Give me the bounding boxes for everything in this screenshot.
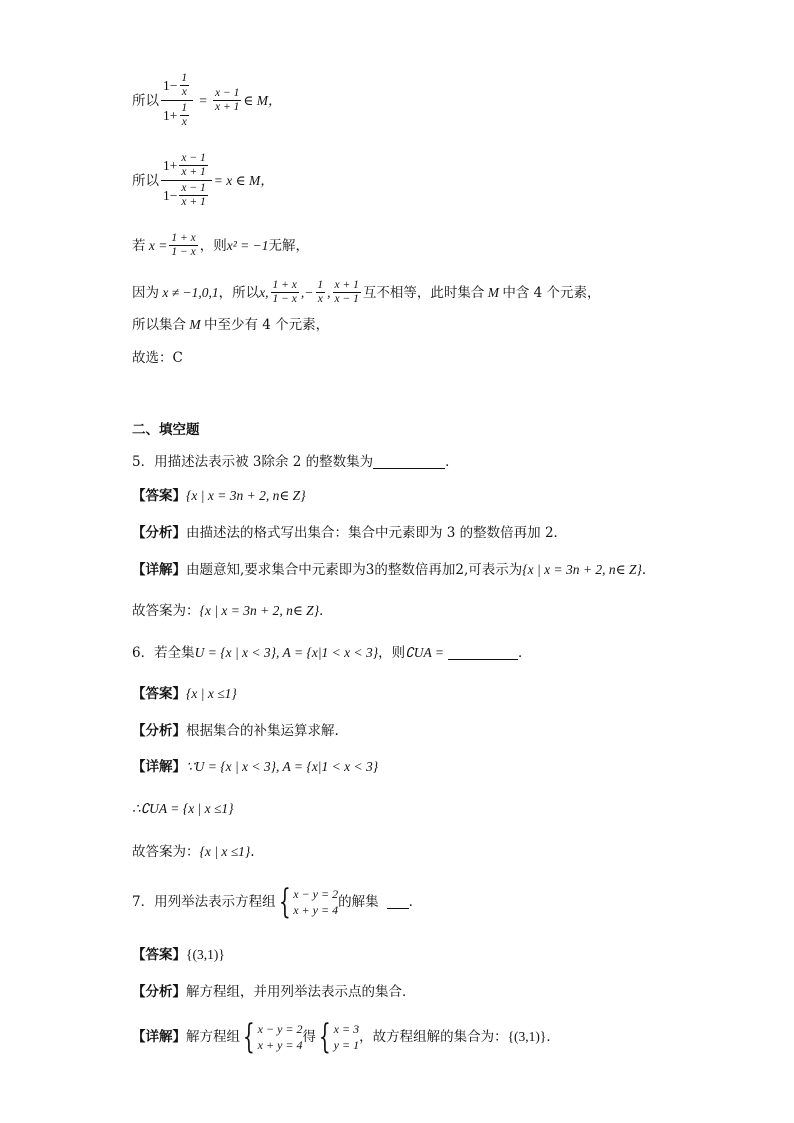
analysis-text: 解方程组，并用列举法表示点的集合． (186, 984, 416, 1000)
final-label: 故答案为： (132, 844, 200, 860)
text: 若 (132, 237, 146, 254)
equation-2: x + y = 4 (293, 903, 339, 917)
q6-detail (132, 758, 378, 776)
q5-analysis (132, 524, 567, 542)
text: 因为 (132, 284, 159, 301)
equation-1: x − y = 2 (293, 887, 339, 901)
question-mid: ，则 (378, 645, 406, 661)
compound-fraction: 1+ $\frac{x - 1}{x + 1}$ 1− $\frac{x - 1}{x + 1}$ (161, 152, 212, 209)
question-text: 5．用描述法表示被 3除余 2 的整数集为 (132, 454, 374, 470)
question-text: 6．若全集 (132, 645, 195, 661)
final-label: 故答案为： (132, 603, 200, 619)
analysis-tag: 【分析】 (132, 525, 186, 541)
equation-system (258, 1021, 303, 1053)
final-set: {x | x = 3n + 2, n∈ Z} (199, 603, 320, 618)
solution-2: y = 1 (333, 1038, 360, 1052)
analysis-text: 由描述法的格式写出集合：集合中元素即为 3 的整数倍再加 2． (186, 525, 568, 541)
analysis-tag: 【分析】 (132, 984, 186, 1000)
question-tail: 的解集 (338, 894, 379, 910)
answer-tag: 【答案】 (132, 488, 186, 504)
text: ，所以 (218, 284, 260, 301)
solution-system (334, 1021, 359, 1053)
answer-set: {(3,1)} (186, 947, 225, 962)
left-brace: { (242, 1017, 255, 1057)
choice-answer: 故选：C (132, 350, 183, 366)
q5-final: 故答案为： {x | x = 3n + 2, n∈ Z} ． (132, 603, 333, 619)
q6-final: 故答案为： {x | x ≤1} . (132, 844, 255, 860)
text: 所以 (132, 172, 159, 189)
text: ，则 (199, 237, 227, 254)
derivation-line-5: 所以集合 M 中至少有 4 个元素， (132, 317, 330, 333)
solution-1: x = 3 (333, 1022, 360, 1036)
q7-detail: 【详解】 解方程组 { x − y = 2 x + y = 4 得 { x = 3 y = 1 ，故方程组解的集合为： {(3,1)} ． (132, 1017, 560, 1057)
question-6: 6．若全集 U = {x | x < 3}, A = {x|1 < x < 3} ，则 ∁UA = ． (132, 645, 532, 661)
detail-tag: 【详解】 (132, 562, 186, 578)
section-heading: 二、填空题 (132, 422, 200, 438)
detail-pre: 解方程组 (186, 1029, 240, 1045)
detail-text: 由题意知,要求集合中元素即为3的整数倍再加2,可表示为 (186, 562, 523, 578)
derivation-line-4: 因为 x ≠ −1,0,1 ，所以 x, $\frac{1 + x}{1 - x}$ ,− $\frac{1}{x}$ , $\frac{x + 1}{x - 1}$ 互不相等，此时集合 M 中含 4 个元素， (132, 279, 601, 305)
q7-answer (132, 946, 225, 964)
answer-blank (373, 456, 445, 469)
text: 中含 4 个元素， (502, 284, 601, 301)
question-7: 7．用列举法表示方程组 { x − y = 2 x + y = 4 的解集 ． (132, 882, 423, 922)
left-brace: { (278, 882, 291, 922)
fraction: $\frac{x - 1}{x + 1}$ (215, 87, 240, 113)
equation-1: x − y = 2 (257, 1022, 303, 1036)
answer-set: {x | x ≤1} (186, 686, 237, 701)
therefore-math: ∴∁UA = {x | x ≤1} (132, 801, 234, 816)
q7-analysis (132, 983, 416, 1001)
text: ∈ M， (243, 92, 282, 108)
answer-tag: 【答案】 (132, 947, 186, 963)
equation-system (293, 886, 338, 918)
complement-expr: ∁UA = (405, 645, 444, 660)
question-5: 5．用描述法表示被 3除余 2 的整数集为 ． (132, 454, 459, 470)
detail-math: ∵U = {x | x < 3}, A = {x|1 < x < 3} (186, 759, 379, 774)
answer-blank (448, 647, 518, 660)
equation-2: x + y = 4 (257, 1038, 303, 1052)
derivation-line-1: 所以 1− $\frac{1}{x}$ 1+ $\frac{1}{x}$ = $\frac{x - 1}{x + 1}$ ∈ M， (132, 72, 282, 128)
detail-tag: 【详解】 (132, 1029, 186, 1045)
left-brace: { (318, 1017, 331, 1057)
answer-blank (387, 896, 409, 909)
answer-tag: 【答案】 (132, 686, 186, 702)
q5-answer (132, 487, 306, 505)
text: 所以 (132, 92, 159, 109)
question-math: U = {x | x < 3}, A = {x|1 < x < 3} (194, 645, 379, 660)
detail-tail: ，故方程组解的集合为： (359, 1029, 508, 1045)
text: 互不相等，此时集合 (362, 284, 485, 301)
compound-fraction: 1− $\frac{1}{x}$ 1+ $\frac{1}{x}$ (161, 72, 193, 129)
analysis-text: 根据集合的补集运算求解. (186, 723, 339, 739)
detail-set: {x | x = 3n + 2, n∈ Z} (522, 562, 642, 577)
derivation-line-2 (132, 152, 274, 209)
text: = x ∈ M， (213, 172, 274, 188)
detail-mid: 得 (302, 1029, 316, 1045)
q6-analysis (132, 722, 339, 740)
final-set: {x | x ≤1} (199, 844, 251, 859)
answer-set: {x | x = 3n + 2, n∈ Z} (186, 488, 306, 503)
detail-tag: 【详解】 (132, 759, 186, 775)
text: 无解， (268, 237, 309, 254)
q5-detail: 【详解】 由题意知,要求集合中元素即为3的整数倍再加2,可表示为 {x | x = 3n + 2, n∈ Z} ． (132, 562, 656, 578)
text: 所以集合 (132, 317, 186, 333)
analysis-tag: 【分析】 (132, 723, 186, 739)
fraction: $\frac{1 + x}{1 - x}$ (171, 232, 196, 258)
derivation-line-3: 若 x = $\frac{1 + x}{1 - x}$ ，则 x² = −1 无解， (132, 232, 309, 258)
q6-answer (132, 685, 237, 703)
detail-set: {(3,1)} (507, 1029, 547, 1044)
text: 中至少有 4 个元素， (204, 317, 330, 333)
question-text: 7．用列举法表示方程组 (132, 894, 276, 910)
q6-therefore (132, 800, 234, 818)
